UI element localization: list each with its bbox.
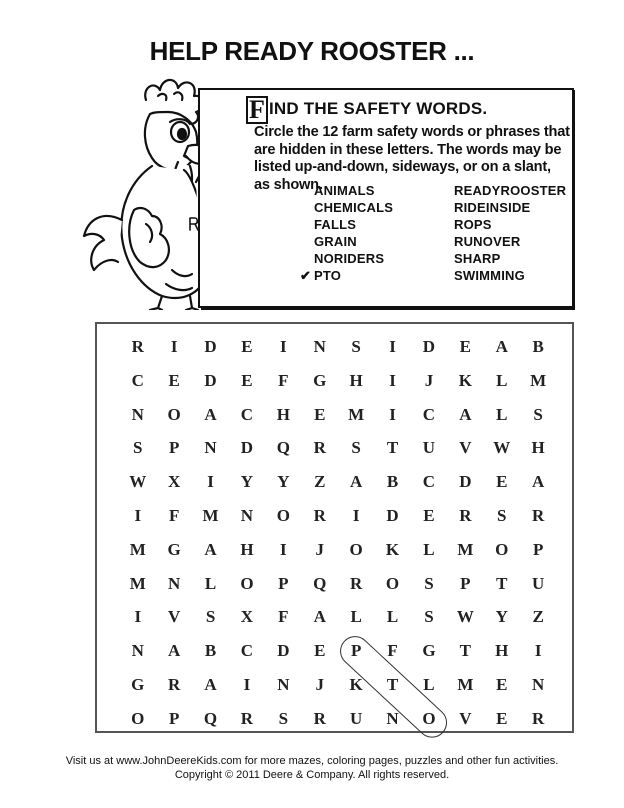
grid-letter[interactable]: L [386, 607, 399, 627]
grid-letter[interactable]: Q [203, 708, 218, 728]
grid-letter[interactable]: S [424, 607, 435, 627]
grid-letter[interactable]: S [351, 337, 362, 356]
page-title: HELP READY ROOSTER ... [149, 36, 475, 66]
grid-letter[interactable]: I [389, 337, 397, 356]
grid-letter[interactable]: C [131, 370, 145, 390]
grid-letter[interactable]: Z [314, 472, 326, 492]
grid-letter[interactable]: A [495, 337, 509, 356]
info-box [198, 88, 574, 308]
grid-letter[interactable]: B [532, 337, 545, 356]
grid-letter[interactable]: A [204, 539, 218, 559]
grid-letter[interactable]: D [386, 506, 400, 525]
grid-letter[interactable]: S [133, 438, 143, 458]
grid-letter[interactable]: S [424, 573, 435, 593]
grid-letter[interactable]: D [204, 337, 218, 356]
grid-letter[interactable]: K [458, 370, 473, 390]
word-item-checked [300, 267, 393, 284]
grid-letter[interactable]: P [532, 539, 544, 559]
grid-letter[interactable]: C [422, 404, 436, 424]
grid-letter[interactable]: D [240, 438, 254, 458]
grid-letter[interactable]: C [240, 641, 254, 661]
grid-letter[interactable]: F [278, 607, 290, 627]
grid-letter[interactable]: A [532, 472, 545, 492]
grid-letter[interactable]: W [493, 438, 511, 458]
grid-letter[interactable]: O [240, 573, 255, 593]
grid-letter[interactable]: B [204, 641, 217, 661]
word-item: ANIMALS [314, 183, 375, 198]
grid-letter[interactable]: D [422, 337, 436, 356]
checkmark-icon: ✔ [300, 268, 312, 283]
word-item: CHEMICALS [314, 200, 394, 215]
grid-letter[interactable]: A [168, 641, 181, 661]
grid-letter[interactable]: I [207, 472, 215, 492]
grid-letter[interactable]: A [313, 607, 327, 627]
grid-letter[interactable]: R [313, 506, 327, 525]
grid-letter[interactable]: O [167, 404, 182, 424]
grid-letter[interactable]: R [459, 506, 472, 525]
grid-letter[interactable]: N [386, 708, 400, 728]
grid-letter[interactable]: U [422, 438, 436, 458]
grid-letter[interactable]: E [314, 641, 326, 661]
word-item: READYROOSTER [454, 183, 567, 198]
grid-letter[interactable]: O [422, 708, 437, 728]
grid-letter[interactable]: E [241, 337, 254, 356]
grid-letter[interactable]: M [129, 539, 147, 559]
grid-letter[interactable]: D [204, 370, 218, 390]
grid-letter[interactable]: S [278, 708, 289, 728]
grid-letter[interactable]: M [530, 370, 547, 390]
word-item: FALLS [314, 217, 357, 232]
grid-letter[interactable]: V [459, 708, 472, 728]
grid-letter[interactable]: K [349, 675, 364, 694]
grid-letter[interactable]: R [313, 708, 327, 728]
grid-letter[interactable]: I [389, 370, 397, 390]
grid-letter[interactable]: H [495, 641, 509, 661]
grid-letter[interactable]: D [277, 641, 290, 661]
grid-letter[interactable]: T [496, 573, 508, 593]
word-item-label: PTO [314, 268, 342, 283]
grid-letter[interactable]: U [350, 708, 363, 728]
grid-letter[interactable]: J [315, 539, 325, 559]
grid-letter[interactable]: E [168, 370, 181, 390]
grid-letter[interactable]: S [351, 438, 362, 458]
grid-letter[interactable]: R [532, 506, 545, 525]
word-item: RIDEINSIDE [454, 200, 531, 215]
grid-letter[interactable]: Y [495, 607, 509, 627]
grid-letter[interactable]: I [280, 539, 288, 559]
grid-letter[interactable]: F [168, 506, 180, 525]
heading-text: IND THE SAFETY WORDS. [269, 99, 488, 118]
grid-letter[interactable]: J [424, 370, 434, 390]
grid-letter[interactable]: N [532, 675, 545, 694]
grid-letter[interactable]: W [129, 472, 147, 492]
grid-letter[interactable]: K [385, 539, 400, 559]
grid-letter[interactable]: I [134, 506, 142, 525]
grid-letter[interactable]: E [314, 404, 326, 424]
grid-letter[interactable]: M [129, 573, 147, 593]
grid-letter[interactable]: A [204, 404, 218, 424]
grid-letter[interactable]: R [532, 708, 545, 728]
grid-letter[interactable]: L [350, 607, 363, 627]
word-item: SHARP [454, 251, 501, 266]
grid-letter[interactable]: P [460, 573, 472, 593]
grid-letter[interactable]: E [241, 370, 254, 390]
grid-letter[interactable]: E [459, 337, 472, 356]
grid-letter[interactable]: I [170, 337, 178, 356]
grid-letter[interactable]: H [349, 370, 364, 390]
find-heading [246, 96, 487, 124]
grid-letter[interactable]: T [459, 641, 472, 661]
grid-letter[interactable]: P [168, 708, 180, 728]
grid-letter[interactable]: R [168, 675, 181, 694]
grid-letter[interactable]: L [496, 404, 508, 424]
grid-letter[interactable]: V [459, 438, 472, 458]
footer [0, 754, 624, 782]
grid-letter[interactable]: H [240, 539, 255, 559]
grid-letter[interactable]: O [495, 539, 509, 559]
grid-letter[interactable]: I [280, 337, 288, 356]
grid-letter[interactable]: H [276, 404, 291, 424]
grid-letter[interactable]: M [202, 506, 220, 525]
grid-letter[interactable]: M [457, 675, 474, 694]
grid-letter[interactable]: N [313, 337, 327, 356]
grid-letter[interactable]: E [496, 472, 508, 492]
grid-letter[interactable]: C [240, 404, 254, 424]
grid-letter[interactable]: S [533, 404, 544, 424]
grid-letter[interactable]: E [496, 708, 508, 728]
grid-letter[interactable]: J [315, 675, 325, 694]
grid-letter[interactable]: B [386, 472, 399, 492]
word-list-right [454, 182, 566, 284]
grid-letter[interactable]: P [278, 573, 290, 593]
grid-letter[interactable]: O [131, 708, 145, 728]
grid-letter[interactable]: F [278, 370, 290, 390]
grid-letter[interactable]: Z [532, 607, 545, 627]
grid-letter[interactable]: N [131, 404, 145, 424]
grid-letter[interactable]: D [459, 472, 472, 492]
grid-letter[interactable]: L [204, 573, 217, 593]
grid-letter[interactable]: E [423, 506, 436, 525]
grid-letter[interactable]: A [459, 404, 472, 424]
grid-letter[interactable]: N [131, 641, 145, 661]
grid-letter[interactable]: N [168, 573, 181, 593]
grid-letter[interactable]: C [422, 472, 436, 492]
grid-letter[interactable]: Y [277, 472, 290, 492]
grid-letter[interactable]: V [168, 607, 181, 627]
grid-letter[interactable]: M [457, 539, 474, 559]
word-item: SWIMMING [454, 268, 525, 283]
word-item: ROPS [454, 217, 492, 232]
grid-letter[interactable]: P [350, 641, 362, 661]
word-item: NORIDERS [314, 251, 385, 266]
grid-letter[interactable]: P [168, 438, 180, 458]
grid-letter[interactable]: T [386, 438, 399, 458]
grid-letter[interactable]: R [131, 337, 145, 356]
word-item: GRAIN [314, 234, 357, 249]
grid-letter[interactable]: O [276, 506, 291, 525]
grid-letter[interactable]: S [497, 506, 507, 525]
grid-letter[interactable]: Q [276, 438, 291, 458]
grid-letter[interactable]: T [386, 675, 399, 694]
word-list-left [300, 182, 394, 284]
grid-letter[interactable]: L [496, 370, 508, 390]
grid-letter[interactable]: N [277, 675, 290, 694]
grid-letter[interactable]: G [313, 370, 327, 390]
grid-letter[interactable]: G [422, 641, 437, 661]
grid-letter[interactable]: E [496, 675, 508, 694]
grid-letter[interactable]: N [240, 506, 254, 525]
grid-letter[interactable]: I [352, 506, 360, 525]
footer-line-1: Visit us at www.JohnDeereKids.com for more mazes, coloring pages, puzzles and other fun activities. [65, 755, 559, 767]
grid-letter[interactable]: G [131, 675, 145, 694]
grid-letter[interactable]: X [240, 607, 254, 627]
grid-letter[interactable]: O [385, 573, 400, 593]
grid-letter[interactable]: H [531, 438, 546, 458]
instructions-text: Circle the 12 farm safety words or phrases that are hidden in these letters. The words may be listed up-and-down, sideways, or on a slant, as shown. [254, 124, 570, 193]
grid-letter[interactable]: N [204, 438, 218, 458]
grid-letter[interactable]: S [205, 607, 216, 627]
grid-letter[interactable]: I [389, 404, 397, 424]
grid-letter[interactable]: O [349, 539, 364, 559]
footer-line-2: Copyright © 2011 Deere & Company. All rights reserved. [174, 769, 450, 781]
grid-letter[interactable]: F [387, 641, 399, 661]
grid-letter[interactable]: W [456, 607, 475, 627]
grid-letter[interactable]: Y [240, 472, 254, 492]
grid-letter[interactable]: L [423, 675, 436, 694]
grid-letter[interactable]: R [313, 438, 327, 458]
grid-letter[interactable]: R [350, 573, 363, 593]
grid-letter[interactable]: Q [313, 573, 327, 593]
grid-letter[interactable]: L [423, 539, 436, 559]
heading-dropcap: F [246, 96, 268, 124]
grid-letter[interactable]: I [243, 675, 251, 694]
grid-letter[interactable]: A [204, 675, 218, 694]
word-item: RUNOVER [454, 234, 521, 249]
grid-letter[interactable]: X [168, 472, 181, 492]
grid-letter[interactable]: U [532, 573, 545, 593]
grid-letter[interactable]: G [167, 539, 182, 559]
grid-letter[interactable]: A [350, 472, 363, 492]
grid-letter[interactable]: I [534, 641, 542, 661]
grid-letter[interactable]: I [134, 607, 142, 627]
grid-letter[interactable]: R [240, 708, 254, 728]
grid-letter[interactable]: M [348, 404, 365, 424]
